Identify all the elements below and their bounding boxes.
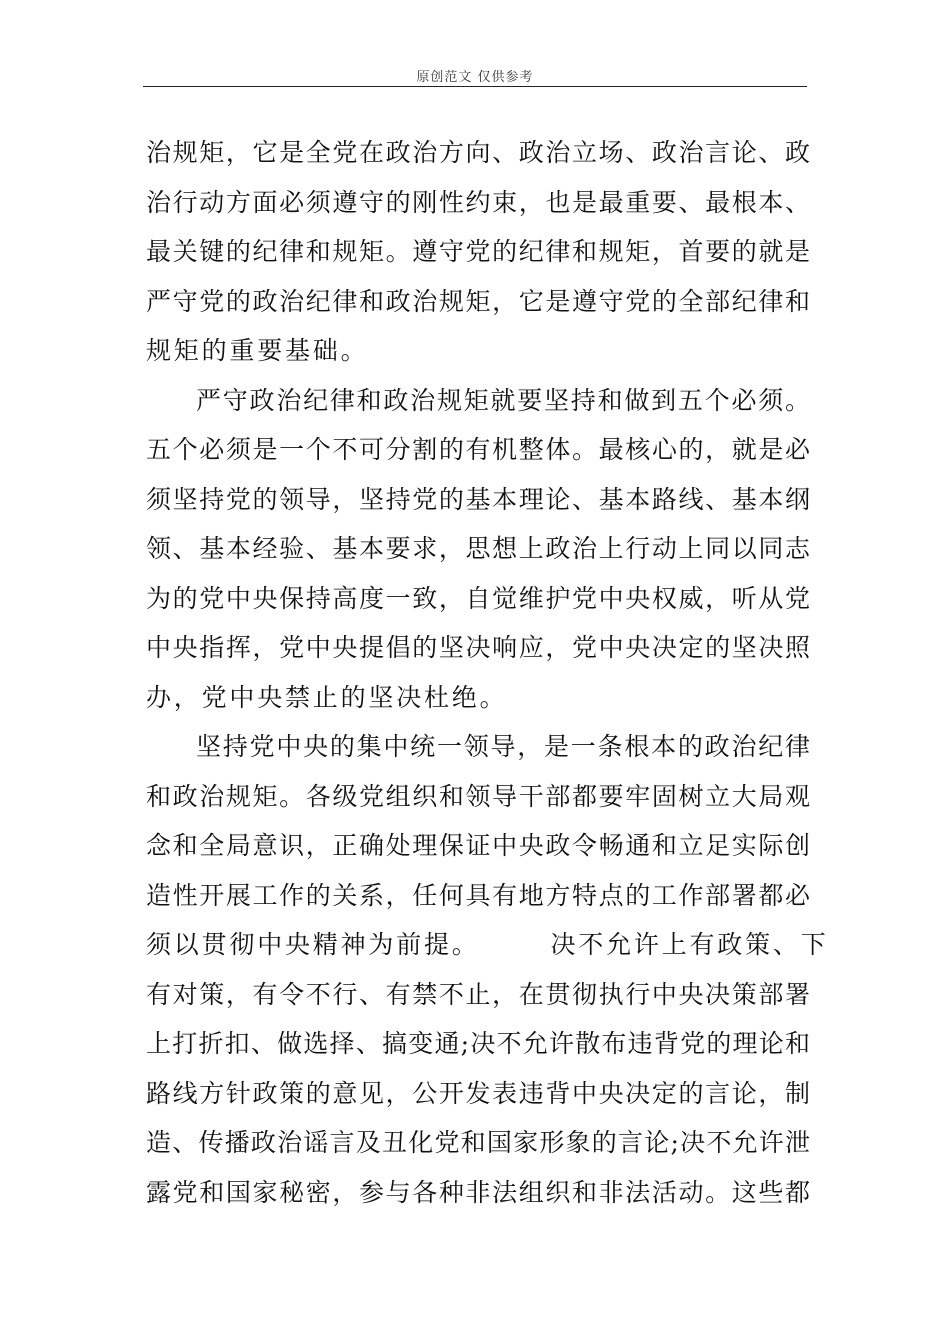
text-line: 上打折扣、做选择、搞变通;决不允许散布违背党的理论和 <box>146 1029 810 1058</box>
document-body <box>146 128 829 1217</box>
text-line: 念和全局意识，正确处理保证中央政令畅通和立足实际创 <box>146 831 810 860</box>
text-line: 领、基本经验、基本要求，思想上政治上行动上同以同志 <box>146 534 810 563</box>
text-line: 造、传播政治谣言及丑化党和国家形象的言论;决不允许泄 <box>146 1128 810 1157</box>
text-line: 和政治规矩。各级党组织和领导干部都要牢固树立大局观 <box>146 781 810 811</box>
text-line: 办，党中央禁止的坚决杜绝。 <box>146 682 508 712</box>
text-line: 路线方针政策的意见，公开发表违背中央决定的言论，制 <box>146 1078 810 1108</box>
text-line: 为的党中央保持高度一致，自觉维护党中央权威，听从党 <box>146 583 810 613</box>
header-text: 原创范文 仅供参考 <box>416 70 534 85</box>
text-line: 露党和国家秘密，参与各种非法组织和非法活动。这些都 <box>146 1177 810 1207</box>
text-line: 有对策，有令不行、有禁不止，在贯彻执行中央决策部署 <box>146 979 810 1009</box>
text-line: 严守党的政治纪律和政治规矩，它是遵守党的全部纪律和 <box>146 286 810 316</box>
text-line: 治规矩，它是全党在政治方向、政治立场、政治言论、政 <box>146 138 810 167</box>
text-line: 治行动方面必须遵守的刚性约束，也是最重要、最根本、 <box>146 187 810 217</box>
text-line: 造性开展工作的关系，任何具有地方特点的工作部署都必 <box>146 880 810 910</box>
paragraph-first-line: 坚持党中央的集中统一领导，是一条根本的政治纪律 <box>196 732 810 761</box>
text-line: 规矩的重要基础。 <box>146 336 369 365</box>
text-line: 最关键的纪律和规矩。遵守党的纪律和规矩，首要的就是 <box>146 237 810 266</box>
text-line: 五个必须是一个不可分割的有机整体。最核心的，就是必 <box>146 435 810 464</box>
text-line: 中央指挥，党中央提倡的坚决响应，党中央决定的坚决照 <box>146 633 810 662</box>
paragraph-first-line: 严守政治纪律和政治规矩就要坚持和做到五个必须。 <box>196 385 810 415</box>
text-line: 须坚持党的领导，坚持党的基本理论、基本路线、基本纲 <box>146 484 810 514</box>
page-header <box>143 66 807 87</box>
text-line: 须以贯彻中央精神为前提。 决不允许上有政策、下 <box>146 930 829 959</box>
